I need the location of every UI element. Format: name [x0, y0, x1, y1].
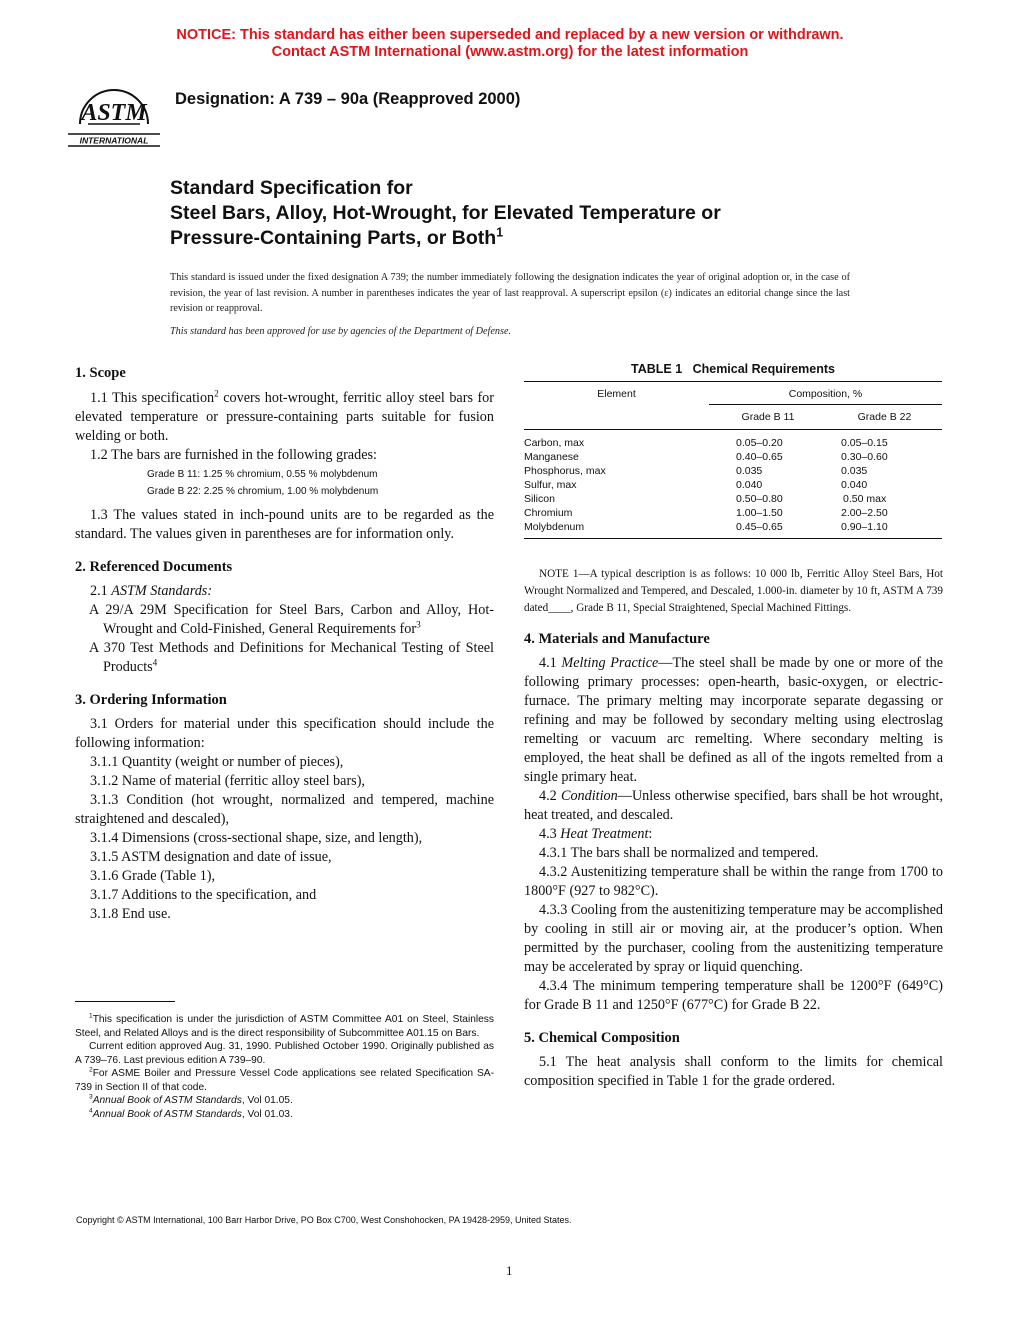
footnote-rule — [75, 1001, 175, 1002]
scope-1-2: 1.2 The bars are furnished in the following grades: — [90, 447, 377, 463]
table-row: Molybdenum 0.45–0.65 0.90–1.10 — [524, 521, 888, 533]
notice-line-1: NOTICE: This standard has either been superseded and replaced by a new version or withdrawn. — [176, 27, 844, 43]
table-row: Sulfur, max 0.040 0.040 — [524, 479, 868, 491]
footnote-4: Annual Book of ASTM Standards — [92, 1108, 242, 1120]
logo-text: ASTM — [81, 100, 147, 126]
refdocs-heading: 2. Referenced Documents — [75, 559, 233, 575]
notice-banner — [0, 27, 1020, 61]
footnotes: $^1$This specification is under the jurisdiction of ASTM Committee A01 on Steel, Stainless Steel, and Related Alloys and is the direct responsibility of Subcommittee A01.15 on Bars. Current edition approved Aug. 31, 1990. Published October 1990. Originally published as A 739–76. Last previous edition A 739–90. $^2$For ASME Boiler and Pressure Vessel Code applications see related Specification SA-739 in Section II of that code. $^3$Annual Book of ASTM Standards, Vol 01.05. $^4$Annual Book of ASTM Standards, Vol 01.03. — [75, 1012, 494, 1120]
astm-standards-label: ASTM Standards: — [111, 583, 213, 599]
ordering-3-1: 3.1 Orders for material under this specification should include the following information: — [75, 716, 494, 751]
designation: Designation: A 739 – 90a (Reapproved 2000) — [175, 90, 521, 108]
table-row: Carbon, max 0.05–0.20 0.05–0.15 — [524, 437, 888, 449]
col-grade-b11: Grade B 11 — [741, 411, 795, 423]
ordering-heading: 3. Ordering Information — [75, 692, 227, 708]
table-row: Phosphorus, max 0.035 0.035 — [524, 465, 868, 477]
table-row: Silicon 0.50–0.80 0.50 max — [524, 493, 887, 505]
table-row: Manganese 0.40–0.65 0.30–0.60 — [524, 451, 888, 463]
ordering-item: 3.1.1 Quantity (weight or number of pieces), — [90, 754, 344, 770]
ordering-item: 3.1.4 Dimensions (cross-sectional shape, size, and length), — [90, 830, 423, 846]
ref-a29: A 29/A 29M Specification for Steel Bars, Carbon and Alloy, Hot-Wrought and Cold-Finished, General Requirements for — [89, 602, 494, 637]
scope-1-1: 1.1 This specification — [90, 390, 215, 406]
chemical-5-1: 5.1 The heat analysis shall conform to the limits for chemical composition specified in Table 1 for the grade ordered. — [524, 1054, 943, 1089]
ordering-item: 3.1.8 End use. — [90, 906, 171, 922]
footnote-ref-2: 2 — [214, 388, 219, 399]
col-element: Element — [597, 388, 636, 400]
notice-line-2: Contact ASTM International (www.astm.org) for the latest information — [271, 44, 749, 60]
chemical-requirements-table — [524, 381, 942, 539]
materials-heading: 4. Materials and Manufacture — [524, 631, 710, 647]
materials-4-2: —Unless otherwise specified, bars shall be hot wrought, heat treated, and descaled. — [524, 788, 943, 823]
table-caption: TABLE 1 Chemical Requirements — [630, 362, 835, 376]
grade-b11: Grade B 11: 1.25 % chromium, 0.55 % molybdenum — [147, 469, 378, 480]
title-line-1: Standard Specification for — [170, 177, 413, 199]
document-title — [170, 176, 721, 251]
title-footnote-ref: 1 — [496, 225, 504, 240]
materials-4-1: —The steel shall be made by one or more of the following primary processes: open-hearth, basic-oxygen, or electric-furnace. The primary melting may incorporate separate degassing or refining and may be followed by secondary melting using electroslag remelting or vacuum arc remelting. Where secondary melting is employed, the heat shall be defined as all of the ingots remelted from a single primary heat. — [524, 655, 944, 785]
footnote-1: This specification is under the jurisdiction of ASTM Committee A01 on Steel, Stainless Steel, and Related Alloys and is the direct responsibility of Subcommittee A01.15 on Bars. — [75, 1014, 494, 1039]
right-column: NOTE 1—A typical description is as follows: 10 000 lb, Ferritic Alloy Steel Bars, Hot Wrought Normalized and Tempered, and Descaled, 1.000-in. diameter by 10 ft, ASTM A 739 dated____, Grade B 11, Special Straightened, Special Machined Fittings. 4. Materials and Manufacture 4.1 Melting Practice—The steel shall be made by one or more of the following primary processes: open-hearth, basic-oxygen, or electric-furnace. The primary melting may incorporate separate degassing or refining and may be followed by secondary melting using electroslag remelting or vacuum arc remelting. Where secondary melting is employed, the heat shall be defined as all of the ingots remelted from a single primary heat. 4.2 Condition—Unless otherwise specified, bars shall be hot wrought, heat treated, and descaled. 4.3 Heat Treatment: 4.3.1 The bars shall be normalized and tempered. 4.3.2 Austenitizing temperature shall be within the range from 1700 to 1800°F (927 to 982°C). 4.3.3 Cooling from the austenitizing temperature may be accomplished by cooling in still air or moving air, at the producer’s option. When permitted by the purchaser, cooling from the austenitizing temperature may be accelerated by spray or liquid quenching. 4.3.4 The minimum tempering temperature shall be 1200°F (649°C) for Grade B 11 and 1250°F (677°C) for Grade B 22. 5. Chemical Composition 5.1 The heat analysis shall conform to the limits for chemical composition specified in Table 1 for the grade ordered. — [524, 568, 944, 1089]
footnote-3: Annual Book of ASTM Standards — [92, 1095, 242, 1106]
ordering-item: 3.1.5 ASTM designation and date of issue, — [90, 849, 332, 865]
table-row: Chromium 1.00–1.50 2.00–2.50 — [524, 507, 888, 519]
intro-paragraph: This standard is issued under the fixed designation A 739; the number immediately following the designation indicates the year of original adoption or, in the case of revision, the year of last revision. A number in parentheses indicates the year of last reapproval. A superscript epsilon (ε) indicates an editorial change since the last revision or reapproval. — [170, 272, 850, 314]
chemical-heading: 5. Chemical Composition — [524, 1030, 680, 1046]
condition-label: Condition — [560, 788, 618, 804]
left-column: 1. Scope 1.1 This specification$^2$ covers hot-wrought, ferritic alloy steel bars for elevated temperature or pressure-containing parts suitable for fusion welding or both. 1.2 The bars are furnished in the following grades: Grade B 11: 1.25 % chromium, 0.55 % molybdenum Grade B 22: 2.25 % chromium, 1.00 % molybdenum 1.3 The values stated in inch-pound units are to be regarded as the standard. The values given in parentheses are for information only. 2. Referenced Documents 2.1 ASTM Standards: A 29/A 29M Specification for Steel Bars, Carbon and Alloy, Hot-Wrought and Cold-Finished, General Requirements for$^3$ A 370 Test Methods and Definitions for Mechanical Testing of Steel Products$^4$ 3. Ordering Information 3.1 Orders for material under this specification should include the following information: 3.1.1 Quantity (weight or number of pieces), 3.1.2 Name of material (ferritic alloy steel bars), 3.1.3 Condition (hot wrought, normalized and tempered, machine straightened and descaled), 3.1.4 Dimensions (cross-sectional shape, size, and length), 3.1.5 ASTM designation and date of issue, 3.1.6 Grade (Table 1), 3.1.7 Additions to the specification, and 3.1.8 End use. — [75, 365, 494, 922]
ordering-item: 3.1.6 Grade (Table 1), — [90, 868, 216, 884]
materials-4-3-4: 4.3.4 The minimum tempering temperature shall be 1200°F (649°C) for Grade B 11 and 1250°F (677°C) for Grade B 22. — [524, 978, 943, 1013]
ordering-item: 3.1.2 Name of material (ferritic alloy steel bars), — [90, 773, 365, 789]
materials-4-3-2: 4.3.2 Austenitizing temperature shall be within the range from 1700 to 1800°F (927 to 982°C). — [524, 864, 943, 899]
col-composition: Composition, % — [709, 382, 942, 405]
footnote-2: For ASME Boiler and Pressure Vessel Code applications see related Specification SA-739 in Section II of that code. — [75, 1068, 494, 1093]
scope-1-3: 1.3 The values stated in inch-pound units are to be regarded as the standard. The values given in parentheses are for information only. — [75, 507, 494, 542]
scope-heading: 1. Scope — [75, 365, 126, 381]
dod-approval: This standard has been approved for use by agencies of the Department of Defense. — [170, 326, 512, 337]
ordering-item: 3.1.7 Additions to the specification, and — [90, 887, 317, 903]
logo-subtext: INTERNATIONAL — [79, 135, 149, 146]
note-1: NOTE 1—A typical description is as follows: 10 000 lb, Ferritic Alloy Steel Bars, Hot Wrought Normalized and Tempered, and Descaled, 1.000-in. diameter by 10 ft, ASTM A 739 dated____, Grade B 11, Special Straightened, Special Machined Fittings. — [524, 568, 943, 614]
materials-4-3-1: 4.3.1 The bars shall be normalized and tempered. — [539, 845, 819, 861]
title-line-3: Pressure-Containing Parts, or Both — [170, 227, 497, 249]
astm-logo — [66, 76, 162, 152]
col-grade-b22: Grade B 22 — [857, 411, 912, 423]
title-line-2: Steel Bars, Alloy, Hot-Wrought, for Elevated Temperature or — [170, 202, 721, 224]
copyright-footer: Copyright © ASTM International, 100 Barr Harbor Drive, PO Box C700, West Conshohocken, PA 19428-2959, United States. — [76, 1215, 572, 1225]
heat-treatment-label: Heat Treatment — [560, 826, 649, 842]
ordering-item: 3.1.3 Condition (hot wrought, normalized and tempered, machine straightened and descaled), — [75, 792, 494, 827]
footnote-1b: Current edition approved Aug. 31, 1990. Published October 1990. Originally published as A 739–76. Last previous edition A 739–90. — [75, 1041, 494, 1066]
materials-4-3-3: 4.3.3 Cooling from the austenitizing temperature may be accomplished by cooling in still air or moving air, at the producer’s option. When permitted by the purchaser, cooling from the austenitizing temperature may be accelerated by spray or liquid quenching. — [524, 902, 943, 975]
melting-practice-label: Melting Practice — [561, 655, 659, 671]
page-number: 1 — [506, 1263, 513, 1278]
ref-a370: A 370 Test Methods and Definitions for Mechanical Testing of Steel Products — [89, 640, 494, 675]
grade-b22: Grade B 22: 2.25 % chromium, 1.00 % molybdenum — [147, 485, 379, 497]
